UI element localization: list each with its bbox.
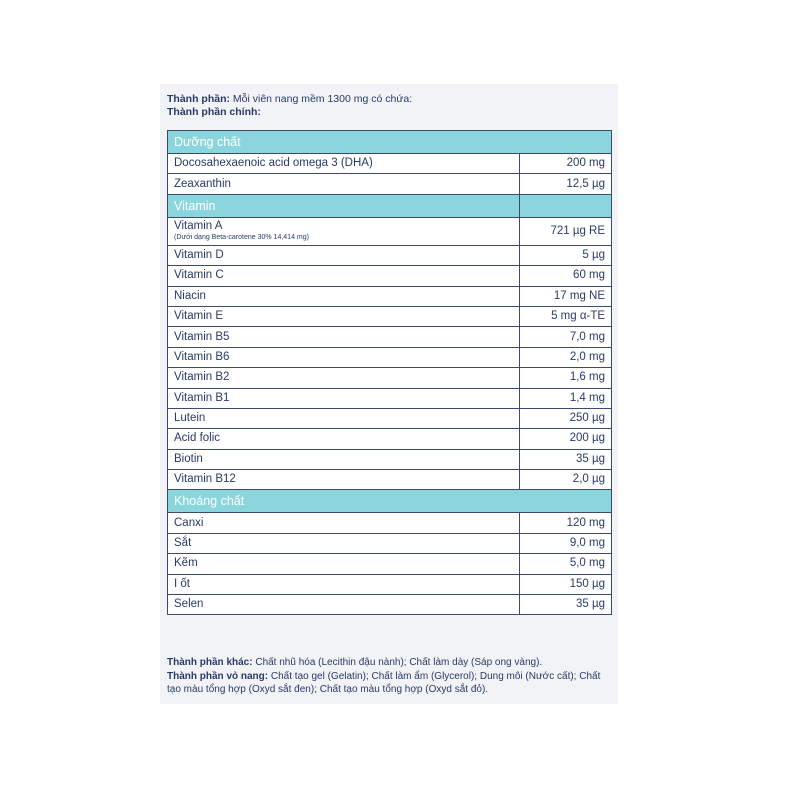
ingredient-name: Vitamin B6	[168, 347, 520, 367]
ingredient-name: Vitamin B5	[168, 327, 520, 347]
table-row	[168, 574, 612, 594]
intro-line-2	[167, 106, 412, 119]
other-ingredients-label: Thành phần khác:	[167, 657, 253, 668]
ingredient-name: Acid folic	[168, 429, 520, 449]
ingredient-name: Vitamin C	[168, 266, 520, 286]
ingredient-value: 150 µg	[520, 574, 612, 594]
table-row	[168, 217, 612, 245]
label-panel	[160, 84, 618, 704]
table-row	[168, 449, 612, 469]
table-row	[168, 429, 612, 449]
intro-label: Thành phần:	[167, 93, 230, 105]
ingredient-value: 60 mg	[520, 266, 612, 286]
table-row	[168, 388, 612, 408]
ingredient-value: 200 µg	[520, 429, 612, 449]
ingredient-name: Biotin	[168, 449, 520, 469]
ingredient-name: Sắt	[168, 533, 520, 553]
table-row	[168, 266, 612, 286]
ingredient-name: Vitamin A	[174, 220, 223, 233]
ingredient-name: Vitamin E	[168, 306, 520, 326]
ingredient-note: (Dưới dạng Beta-carotene 30% 14,414 mg)	[174, 234, 309, 242]
ingredient-value: 120 mg	[520, 513, 612, 533]
table-row	[168, 470, 612, 490]
ingredient-name: Lutein	[168, 408, 520, 428]
ingredient-name: Canxi	[168, 513, 520, 533]
ingredient-name: Zeaxanthin	[168, 174, 520, 194]
ingredient-name: I ốt	[168, 574, 520, 594]
intro	[167, 93, 412, 119]
ingredient-value: 1,6 mg	[520, 368, 612, 388]
section-title: Khoáng chất	[168, 490, 612, 513]
ingredient-name-cell	[168, 217, 520, 245]
other-ingredients-text: Chất nhũ hóa (Lecithin đậu nành); Chất làm dày (Sáp ong vàng).	[252, 657, 543, 668]
section-header-minerals	[168, 490, 612, 513]
table-row	[168, 286, 612, 306]
footer-notes	[167, 656, 615, 697]
ingredient-name: Vitamin B1	[168, 388, 520, 408]
table-row	[168, 595, 612, 615]
ingredient-value: 17 mg NE	[520, 286, 612, 306]
table-row	[168, 554, 612, 574]
section-header-nutrients	[168, 131, 612, 154]
section-header-vitamins	[168, 194, 612, 217]
ingredient-name: Vitamin D	[168, 245, 520, 265]
section-blank-cell	[520, 194, 612, 217]
ingredient-value: 9,0 mg	[520, 533, 612, 553]
shell-ingredients-text: Chất tạo gel (Gelatin); Chất làm ẩm (Glycerol); Dung môi (Nước cất); Chất tạo màu tổng hợp (Oxyd sắt đen); Chất tạo màu tổng hợp (Oxyd sắt đỏ).	[167, 670, 601, 695]
ingredient-name: Selen	[168, 595, 520, 615]
intro-line-1	[167, 93, 412, 106]
table-row	[168, 154, 612, 174]
ingredient-value: 35 µg	[520, 595, 612, 615]
table-row	[168, 306, 612, 326]
intro-text: Mỗi viên nang mềm 1300 mg có chứa:	[230, 93, 413, 105]
section-title: Vitamin	[168, 194, 520, 217]
ingredient-value: 12,5 µg	[520, 174, 612, 194]
table-row	[168, 408, 612, 428]
ingredient-value: 7,0 mg	[520, 327, 612, 347]
table-row	[168, 368, 612, 388]
shell-ingredients	[167, 670, 615, 697]
main-ingredients-label: Thành phần chính:	[167, 106, 261, 118]
ingredient-value: 35 µg	[520, 449, 612, 469]
section-title: Dưỡng chất	[168, 131, 612, 154]
table-row	[168, 347, 612, 367]
ingredient-value: 2,0 mg	[520, 347, 612, 367]
ingredient-value: 721 µg RE	[520, 217, 612, 245]
ingredient-value: 5 µg	[520, 245, 612, 265]
ingredient-value: 250 µg	[520, 408, 612, 428]
table-row	[168, 245, 612, 265]
shell-ingredients-label: Thành phần vỏ nang:	[167, 670, 269, 682]
ingredient-name: Docosahexaenoic acid omega 3 (DHA)	[168, 154, 520, 174]
ingredient-name: Kẽm	[168, 554, 520, 574]
ingredients-table	[167, 130, 612, 615]
ingredient-name: Vitamin B2	[168, 368, 520, 388]
ingredient-value: 5 mg α-TE	[520, 306, 612, 326]
ingredient-value: 200 mg	[520, 154, 612, 174]
ingredient-value: 2,0 µg	[520, 470, 612, 490]
ingredient-name: Niacin	[168, 286, 520, 306]
table-row	[168, 513, 612, 533]
ingredient-value: 1,4 mg	[520, 388, 612, 408]
table-row	[168, 327, 612, 347]
ingredient-value: 5,0 mg	[520, 554, 612, 574]
ingredient-name: Vitamin B12	[168, 470, 520, 490]
table-row	[168, 533, 612, 553]
table-row	[168, 174, 612, 194]
other-ingredients	[167, 656, 615, 670]
